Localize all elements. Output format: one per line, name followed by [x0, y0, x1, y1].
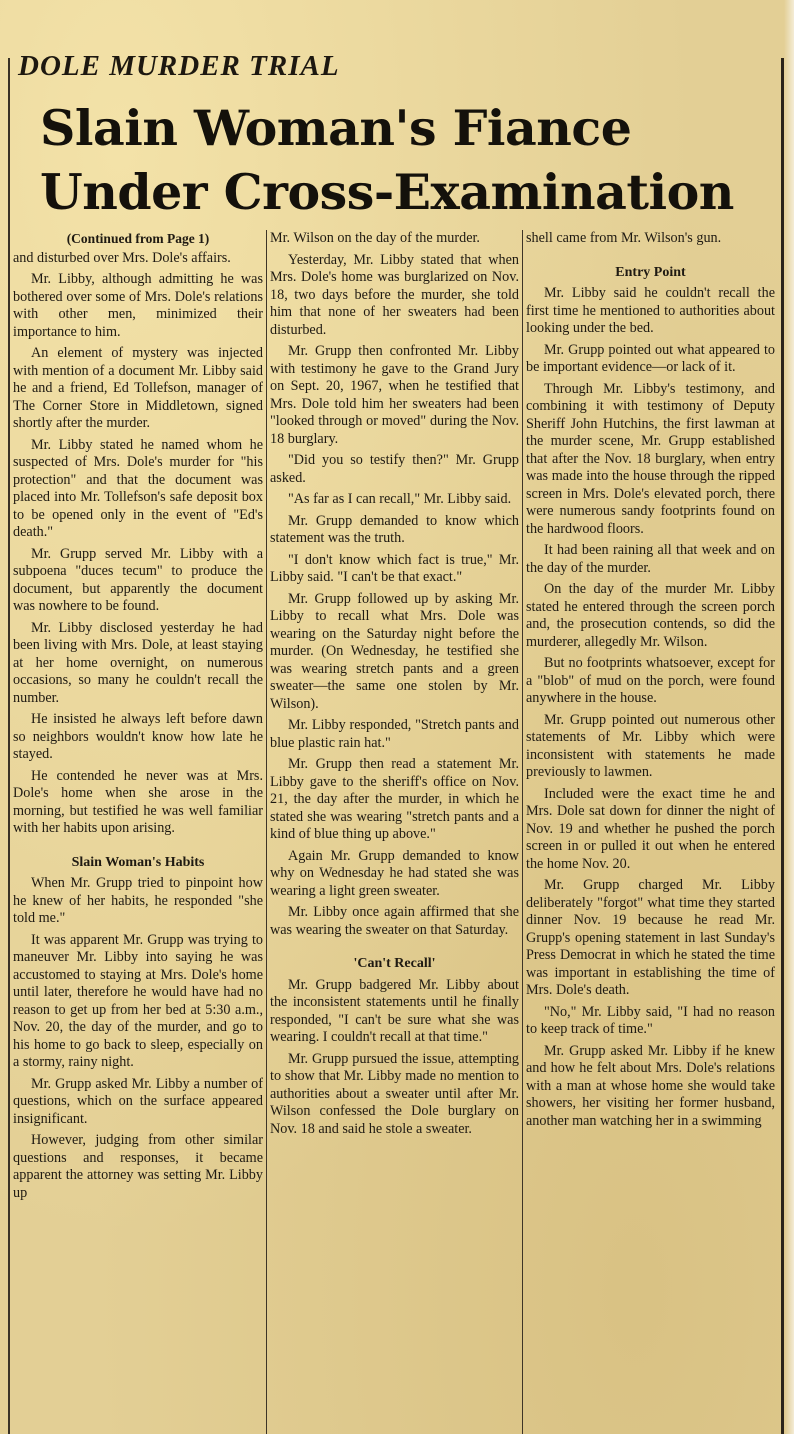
paragraph: But no footprints whatsoever, except for a "blob" of mud on the porch, were found anywhere in the house. [526, 655, 775, 706]
continued-note: (Continued from Page 1) [66, 231, 210, 246]
column-3 [522, 230, 778, 1434]
paragraph: An element of mystery was injected with mention of a document Mr. Libby said he and a friend, Ed Tollefson, manager of The Corner Store in Middletown, signed shortly after the murder. [13, 345, 263, 431]
subhead: 'Can't Recall' [353, 956, 436, 971]
paragraph: Again Mr. Grupp demanded to know why on Wednesday he had stated she was wearing a light green sweater. [270, 847, 519, 899]
paragraph: Mr. Grupp asked Mr. Libby if he knew and how he felt about Mrs. Dole's relations with a man at whose home she would take showers, her visiting her former husband, another man watching her in a swimming [526, 1042, 775, 1129]
paragraph: It had been raining all that week and on the day of the murder. [526, 542, 775, 576]
paragraph: and disturbed over Mrs. Dole's affairs. [13, 249, 231, 266]
paragraph: Yesterday, Mr. Libby stated that when Mrs. Dole's home was burglarized on Nov. 18, two days before the murder, she told him that none of her sweaters had been disturbed. [270, 251, 519, 338]
paragraph: Mr. Libby once again affirmed that she was wearing the sweater on that Saturday. [270, 904, 519, 938]
paragraph: Mr. Libby said he couldn't recall the first time he mentioned to authorities about looking under the bed. [526, 285, 775, 336]
paragraph: Through Mr. Libby's testimony, and combining it with testimony of Deputy Sheriff John Hutchins, the first lawman at the murder scene, Mr. Grupp established that after the Nov. 18 burglary, when entry was made into the house through the ripped screen in Mrs. Dole's elevated porch, there were numerous sandy footprints found on the hardwood floors. [526, 380, 775, 537]
paragraph: Mr. Grupp pointed out what appeared to be important evidence—or lack of it. [526, 341, 775, 375]
paragraph: "No," Mr. Libby said, "I had no reason to keep track of time." [526, 1003, 775, 1037]
paragraph: Mr. Grupp demanded to know which statement was the truth. [270, 512, 519, 546]
column-1 [10, 230, 266, 1434]
paragraph: Mr. Wilson on the day of the murder. [270, 230, 480, 246]
column-2 [266, 230, 522, 1434]
kicker: DOLE MURDER TRIAL [18, 50, 340, 82]
paragraph: Mr. Libby stated he named whom he suspected of Mrs. Dole's murder for "his protection" and that the document was placed into Mr. Tollefson's safe deposit box to be opened only in the event of "Ed's death." [13, 436, 263, 540]
paragraph: It was apparent Mr. Grupp was trying to maneuver Mr. Libby into saying he was accustomed to staying at Mrs. Dole's home until later, therefore he would have had no reason to get up from her bed at 5:30 a.m., Nov. 20, the day of the murder, and go to his home to go back to sleep, especially on a stormy, rainy night. [13, 931, 263, 1070]
paragraph: Mr. Grupp badgered Mr. Libby about the inconsistent statements until he finally responded, "I can't be sure what she was wearing. I couldn't recall at that time." [270, 976, 519, 1045]
paragraph: "As far as I can recall," Mr. Libby said. [288, 491, 512, 507]
paragraph: However, judging from other similar questions and responses, it became apparent the attorney was setting Mr. Libby up [13, 1132, 263, 1201]
paragraph: He insisted he always left before dawn so neighbors wouldn't know how late he stayed. [13, 711, 263, 762]
article-columns [10, 230, 780, 1434]
subhead: Slain Woman's Habits [71, 854, 205, 870]
paragraph: When Mr. Grupp tried to pinpoint how he knew of her habits, he responded "she told me." [13, 875, 263, 926]
paragraph: He contended he never was at Mrs. Dole's home when she arose in the morning, but testified he was well familiar with her habits upon arising. [13, 767, 263, 836]
paragraph: "Did you so testify then?" Mr. Grupp asked. [270, 452, 519, 486]
paragraph: Included were the exact time he and Mrs. Dole sat down for dinner the night of Nov. 19 and whether he pushed the porch screen in or pulled it out when he entered the home Nov. 20. [526, 785, 775, 872]
paragraph: Mr. Grupp pursued the issue, attempting to show that Mr. Libby made no mention to authorities about a sweater until after Mr. Wilson confessed the Dole burglary on Nov. 18 and said he stole a sweater. [270, 1050, 519, 1137]
paragraph: Mr. Grupp then read a statement Mr. Libby gave to the sheriff's office on Nov. 21, the day after the murder, in which he stated she was wearing "stretch pants and a kind of blue thing up above." [270, 756, 519, 842]
paper-edge [784, 0, 794, 1434]
paragraph: On the day of the murder Mr. Libby stated he entered through the screen porch and, the prosecution contends, so did the murderer, allegedly Mr. Wilson. [526, 581, 775, 650]
paragraph: Mr. Grupp pointed out numerous other statements of Mr. Libby which were inconsistent with statements he made previously to lawmen. [526, 711, 775, 780]
paragraph: shell came from Mr. Wilson's gun. [526, 230, 722, 246]
paragraph: Mr. Grupp asked Mr. Libby a number of questions, which on the surface appeared insignificant. [13, 1075, 263, 1127]
paragraph: Mr. Grupp then confronted Mr. Libby with testimony he gave to the Grand Jury on Sept. 20, 1967, when he testified that Mrs. Dole told him her sweaters had been "looked through or moved" during the Nov. 18 burglary. [270, 343, 519, 447]
paragraph: Mr. Libby responded, "Stretch pants and blue plastic rain hat." [270, 717, 519, 751]
paragraph: Mr. Grupp served Mr. Libby with a subpoena "duces tecum" to produce the document, but apparently the document was nowhere to be found. [13, 545, 263, 614]
paragraph: Mr. Grupp charged Mr. Libby deliberately "forgot" what time they started dinner Nov. 19 because he read Mr. Grupp's opening statement in last Sunday's Press Democrat in which he stated the time was important in establishing the time of Mrs. Dole's death. [526, 877, 775, 998]
paragraph: "I don't know which fact is true," Mr. Libby said. "I can't be that exact." [270, 551, 519, 585]
subhead: Entry Point [615, 264, 686, 280]
paragraph: Mr. Libby disclosed yesterday he had been living with Mrs. Dole, at least staying at her home overnight, on numerous occasions, so many he couldn't recall the number. [13, 619, 263, 706]
headline: Slain Woman's Fiance Under Cross-Examination [40, 99, 734, 221]
paragraph: Mr. Grupp followed up by asking Mr. Libby to recall what Mrs. Dole was wearing on the Saturday night before the murder. (On Wednesday, he testified she was wearing stretch pants and a green sweater—the same one stolen by Mr. Wilson). [270, 590, 519, 712]
paragraph: Mr. Libby, although admitting he was bothered over some of Mrs. Dole's relations with other men, minimized their importance to him. [13, 271, 263, 340]
